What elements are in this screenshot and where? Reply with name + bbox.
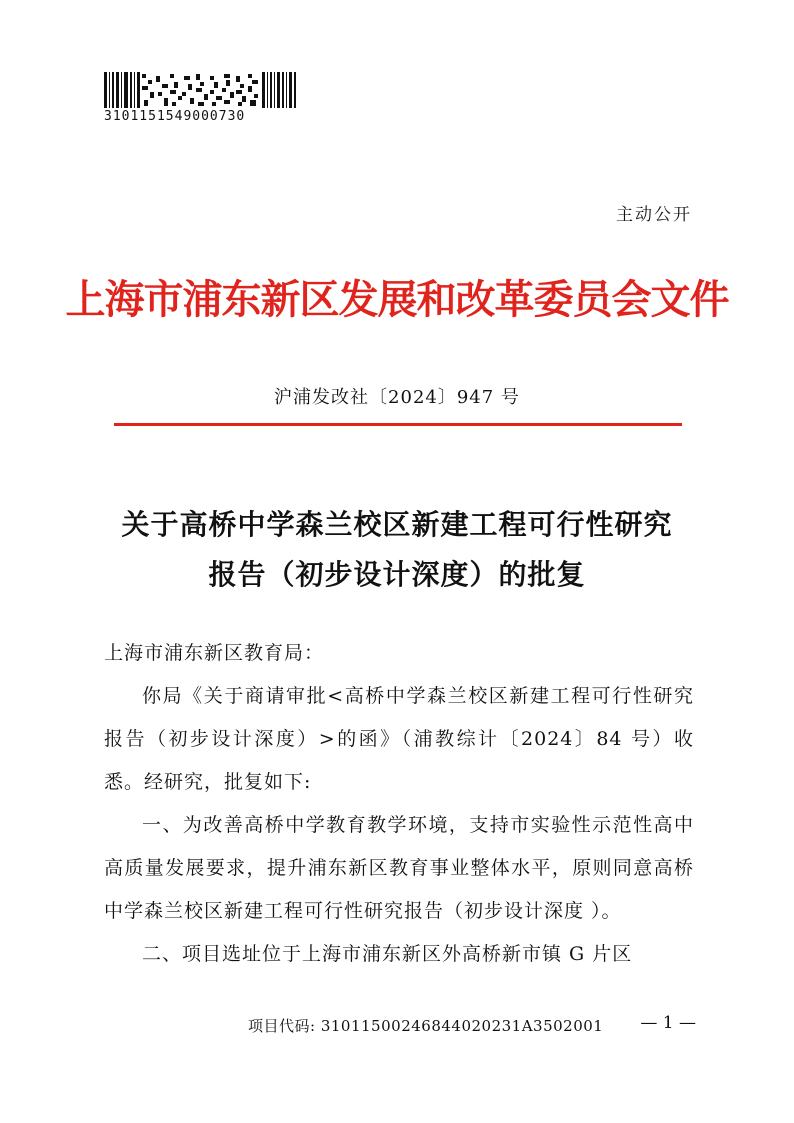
body-paragraph-2: 一、为改善高桥中学教育教学环境，支持市实验性示范性高中高质量发展要求，提升浦东新区教育事业整体水平，原则同意高桥中学森兰校区新建工程可行性研究报告（初步设计深度 ）。 xyxy=(104,814,694,922)
document-title-line-1: 关于高桥中学森兰校区新建工程可行性研究 xyxy=(121,508,673,541)
document-title-line-2: 报告（初步设计深度）的批复 xyxy=(208,558,586,591)
project-code-label: 项目代码: xyxy=(248,1017,316,1035)
recipient: 上海市浦东新区教育局： xyxy=(104,642,325,664)
issuing-authority-title: 上海市浦东新区发展和改革委员会文件 xyxy=(65,276,729,323)
document-body xyxy=(104,632,694,976)
document-title xyxy=(0,500,794,600)
red-separator-line xyxy=(114,423,682,426)
document-barcode xyxy=(104,72,296,108)
project-code-value: 31011500246844020231A3502001 xyxy=(320,1017,604,1035)
project-code-footer xyxy=(248,1015,603,1036)
body-paragraph-1: 你局《关于商请审批<高桥中学森兰校区新建工程可行性研究报告（初步设计深度）>的函》（浦教综计〔2024〕84 号）收悉。经研究，批复如下: xyxy=(104,685,694,793)
body-paragraph-3: 二、项目选址位于上海市浦东新区外高桥新市镇 G 片区 xyxy=(142,943,633,965)
document-number: 沪浦发改社〔2024〕947 号 xyxy=(274,387,520,408)
page-number: — 1 — xyxy=(640,1013,696,1033)
disclosure-label: 主动公开 xyxy=(616,205,692,225)
barcode-number: 3101151549000730 xyxy=(104,109,246,124)
